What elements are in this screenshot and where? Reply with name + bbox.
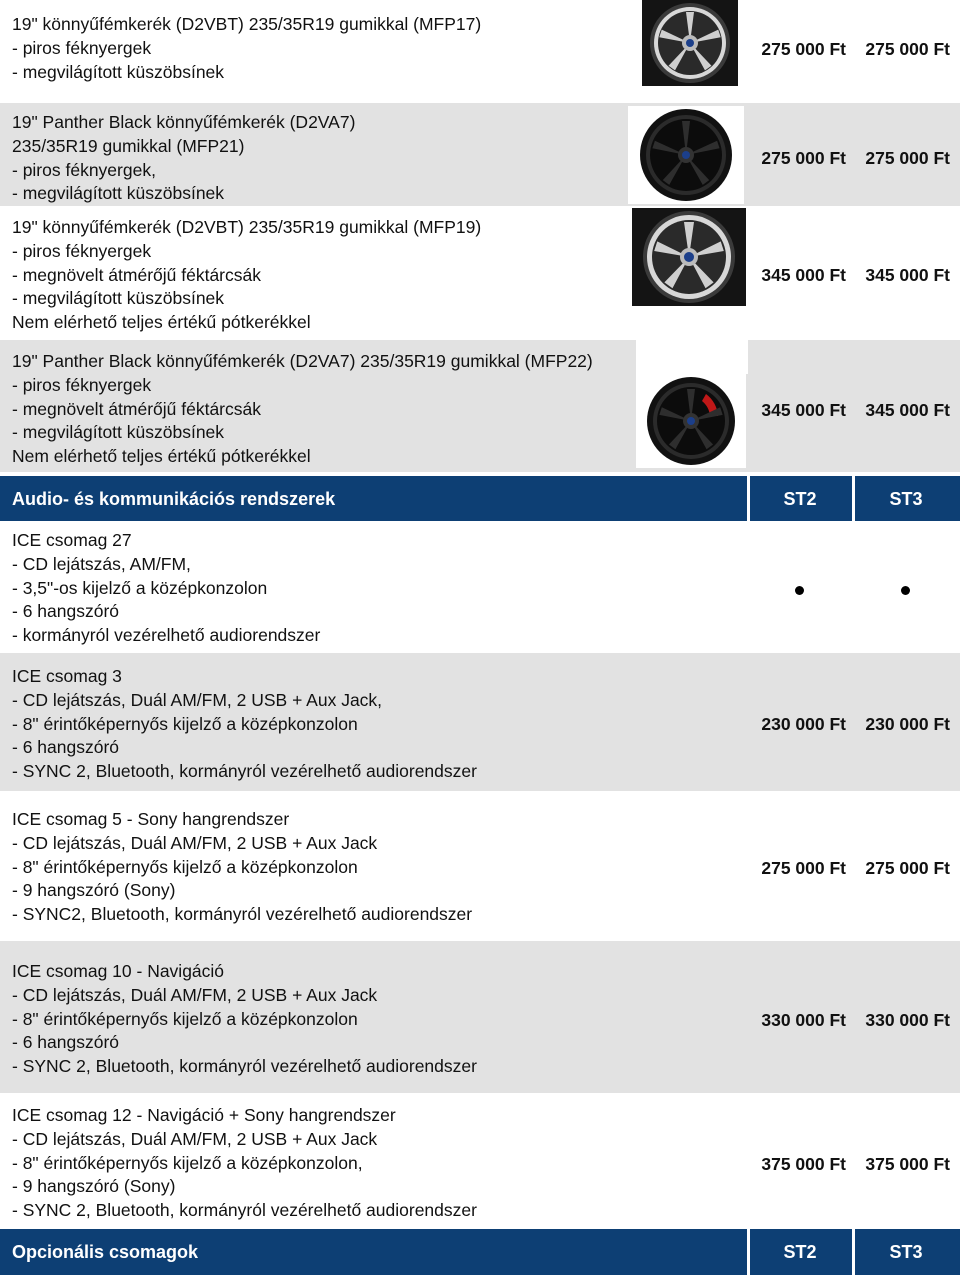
package-description [12, 960, 477, 1079]
column-divider [747, 1229, 750, 1275]
black-alloy-wheel-image [628, 106, 744, 204]
option-line: ICE csomag 12 - Navigáció + Sony hangrendszer [12, 1105, 396, 1125]
package-description [12, 665, 477, 784]
section-title: Audio- és kommunikációs rendszerek [12, 489, 336, 509]
price-st3: 230 000 Ft [865, 714, 950, 734]
option-line: - megvilágított küszöbsínek [12, 422, 225, 443]
option-line: - CD lejátszás, Duál AM/FM, 2 USB + Aux Jack [12, 832, 378, 853]
option-line: - 6 hangszóró [12, 601, 120, 622]
price-st2: 345 000 Ft [761, 400, 846, 420]
price-st3: 330 000 Ft [865, 1010, 950, 1030]
price-st2: 230 000 Ft [761, 714, 846, 734]
option-line: - 8" érintőképernyős kijelző a középkonzolon, [12, 1152, 363, 1173]
option-line: - SYNC2, Bluetooth, kormányról vezérelhető audiorendszer [12, 904, 473, 925]
column-header-st2: ST2 [783, 1242, 817, 1262]
option-line: 19" könnyűfémkerék (D2VBT) 235/35R19 gumikkal (MFP17) [12, 14, 482, 34]
price-st3: 345 000 Ft [865, 400, 950, 420]
option-line: ICE csomag 5 - Sony hangrendszer [12, 809, 290, 829]
option-line: - SYNC 2, Bluetooth, kormányról vezérelhető audiorendszer [12, 1200, 477, 1221]
option-line: - kormányról vezérelhető audiorendszer [12, 625, 321, 646]
standard-dot-st2 [795, 586, 804, 595]
option-line: ICE csomag 27 [12, 530, 132, 550]
option-line: 19" könnyűfémkerék (D2VBT) 235/35R19 gumikkal (MFP19) [12, 217, 482, 237]
option-line: - 6 hangszóró [12, 737, 120, 758]
option-line: 19" Panther Black könnyűfémkerék (D2VA7) [12, 112, 356, 132]
section-header-audio [0, 476, 960, 521]
option-line: - 3,5"-os kijelző a középkonzolon [12, 577, 268, 598]
column-header-st3: ST3 [889, 1242, 923, 1262]
wheel-option-row [0, 0, 960, 98]
option-line: 19" Panther Black könnyűfémkerék (D2VA7) 235/35R19 gumikkal (MFP22) [12, 351, 593, 371]
price-st3: 275 000 Ft [865, 39, 950, 59]
wheel-option-row [0, 206, 960, 340]
package-description [12, 529, 320, 648]
option-line: - megvilágított küszöbsínek [12, 288, 225, 309]
price-st2: 275 000 Ft [761, 148, 846, 168]
wheel-option-description [12, 216, 481, 335]
package-description [12, 1104, 477, 1223]
option-line: - 8" érintőképernyős kijelző a középkonzolon [12, 713, 358, 734]
audio-package-row [0, 941, 960, 1093]
option-line: ICE csomag 3 [12, 666, 122, 686]
price-st3: 275 000 Ft [865, 148, 950, 168]
price-st3: 375 000 Ft [865, 1154, 950, 1174]
option-line: - 9 hangszóró (Sony) [12, 880, 176, 901]
option-line: - megnövelt átmérőjű féktárcsák [12, 398, 261, 419]
option-line: - CD lejátszás, AM/FM, [12, 553, 191, 574]
option-line: - megvilágított küszöbsínek [12, 183, 225, 204]
column-divider [852, 1229, 855, 1275]
wheel-option-row [0, 340, 960, 472]
option-line: - piros féknyergek, [12, 159, 156, 180]
option-line: - CD lejátszás, Duál AM/FM, 2 USB + Aux Jack [12, 984, 378, 1005]
section-title: Opcionális csomagok [12, 1242, 199, 1262]
silver-alloy-wheel-image [632, 208, 746, 306]
option-line: - 9 hangszóró (Sony) [12, 1176, 176, 1197]
wheel-option-row [0, 103, 960, 206]
option-line: - piros féknyergek [12, 240, 152, 261]
silver-alloy-wheel-image [642, 0, 738, 86]
option-line: - SYNC 2, Bluetooth, kormányról vezérelhető audiorendszer [12, 1056, 477, 1077]
price-st3: 345 000 Ft [865, 265, 950, 285]
option-line: - 6 hangszóró [12, 1032, 120, 1053]
option-line: Nem elérhető teljes értékű pótkerékkel [12, 312, 311, 333]
price-st2: 375 000 Ft [761, 1154, 846, 1174]
price-st2: 345 000 Ft [761, 265, 846, 285]
price-st2: 275 000 Ft [761, 858, 846, 878]
option-line: - SYNC 2, Bluetooth, kormányról vezérelhető audiorendszer [12, 761, 477, 782]
wheel-option-description [12, 111, 355, 206]
option-line: - 8" érintőképernyős kijelző a középkonzolon [12, 1008, 358, 1029]
price-st2: 330 000 Ft [761, 1010, 846, 1030]
audio-package-row [0, 521, 960, 653]
option-line: - megvilágított küszöbsínek [12, 61, 225, 82]
audio-package-row [0, 1093, 960, 1229]
option-line: ICE csomag 10 - Navigáció [12, 961, 225, 981]
option-line: Nem elérhető teljes értékű pótkerékkel [12, 446, 311, 467]
option-line: - piros féknyergek [12, 374, 152, 395]
price-st3: 275 000 Ft [865, 858, 950, 878]
option-line: 235/35R19 gumikkal (MFP21) [12, 135, 245, 156]
column-divider [852, 476, 855, 521]
audio-package-row [0, 791, 960, 941]
standard-dot-st3 [901, 586, 910, 595]
column-header-st2: ST2 [783, 489, 817, 509]
image-gap [636, 340, 748, 374]
audio-package-row [0, 653, 960, 791]
option-line: - piros féknyergek [12, 37, 152, 58]
package-description [12, 808, 472, 927]
section-header-options [0, 1229, 960, 1275]
option-line: - 8" érintőképernyős kijelző a középkonzolon [12, 856, 358, 877]
option-line: - megnövelt átmérőjű féktárcsák [12, 264, 261, 285]
option-line: - CD lejátszás, Duál AM/FM, 2 USB + Aux Jack [12, 1128, 378, 1149]
column-divider [747, 476, 750, 521]
black-alloy-wheel-red-caliper-image [636, 374, 746, 468]
option-line: - CD lejátszás, Duál AM/FM, 2 USB + Aux Jack, [12, 689, 383, 710]
column-header-st3: ST3 [889, 489, 923, 509]
wheel-option-description [12, 350, 593, 469]
wheel-option-description [12, 13, 481, 84]
price-st2: 275 000 Ft [761, 39, 846, 59]
